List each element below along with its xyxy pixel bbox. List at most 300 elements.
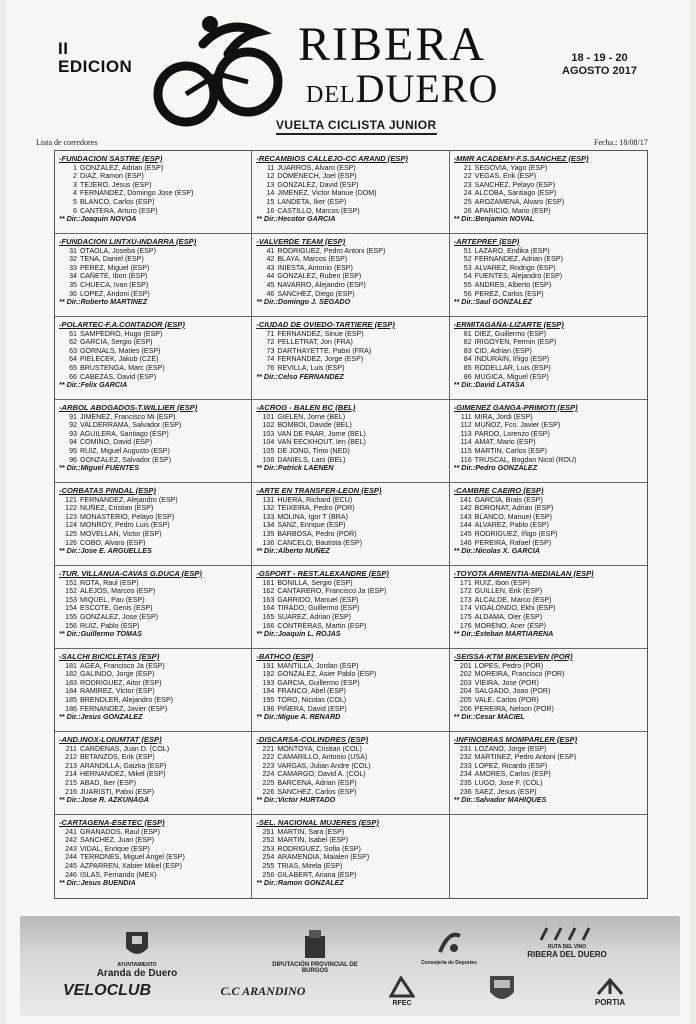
rider-name: CABEZAS, David (ESP) [80, 372, 157, 381]
rider-name: CANCELO, Bautista (ESP) [277, 538, 363, 547]
rider-name: CAMARILLO, Antonio (USA) [277, 753, 368, 762]
rider-name: INDURAIN, Iñigo (ESP) [474, 355, 550, 364]
rider-name: ALEJOS, Marcos (ESP) [80, 587, 156, 596]
rider-name: COBO, Alvaro (ESP) [80, 538, 146, 547]
team-director: ** Dir.:Pedro GONZALEZ [453, 464, 538, 473]
rider-name: NUÑEZ, Cristian (ESP) [80, 504, 154, 513]
team-name: -TUR. VILLANUA-CAVAS G.DUCA (ESP) [59, 570, 202, 578]
rider-row [256, 770, 444, 779]
sponsor-ribera [512, 926, 622, 959]
rider-number: 172 [459, 587, 472, 596]
rider-name: RUIZ, Ibon (ESP) [474, 578, 530, 587]
rider-name: MOLINA, Igor T (BRA) [277, 512, 349, 521]
aranda-crest-icon [124, 930, 150, 960]
team-director: ** Dir.:Hecotor GARCIA [256, 215, 336, 224]
rider-number: 185 [65, 695, 77, 704]
rider-number: 242 [65, 836, 77, 845]
rider-row [59, 862, 247, 871]
rider-name: AMORES, Carlos (ESP) [474, 770, 551, 779]
rider-row [454, 373, 643, 382]
rider-row [256, 845, 444, 854]
rider-number: 131 [262, 495, 275, 504]
rider-number: 191 [262, 661, 275, 670]
team-name: -ARBOL ABOGADOS-T.WILLIER (ESP) [59, 404, 198, 412]
rider-number: 215 [65, 778, 77, 787]
rider-number: 121 [65, 495, 77, 504]
rider-row [59, 513, 247, 522]
rider-name: AGUILERA, Santiago (ESP) [80, 429, 169, 438]
rider-row [454, 604, 643, 613]
team-block [252, 566, 449, 649]
rider-row [454, 189, 643, 198]
rider-row [59, 670, 247, 679]
rider-number: 192 [262, 670, 275, 679]
rider-name: PIÑERA, David (ESP) [277, 704, 347, 713]
rider-name: ALDAMA, Oier (ESP) [474, 612, 543, 621]
rider-row [256, 338, 444, 347]
rider-name: HUERA, Richard (ECU) [277, 495, 353, 504]
rider-name: TRIAS, Mirela (ESP) [277, 861, 343, 870]
team-block [252, 815, 449, 898]
sponsor-crest [482, 974, 522, 1008]
team-name: -ARTE EN TRANSFER-LEON (ESP) [256, 487, 382, 495]
rider-number: 255 [262, 861, 275, 870]
rider-number: 245 [65, 861, 77, 870]
rider-number: 102 [262, 421, 275, 430]
rider-row [256, 281, 444, 290]
rider-name: ANDRES, Alberto (ESP) [474, 280, 552, 289]
rider-name: REVILLA, Luis (ESP) [277, 363, 345, 372]
rider-row [59, 421, 247, 430]
rider-name: CASTILLO, Marcos (ESP) [277, 206, 360, 215]
rider-name: LANDETA, Iker (ESP) [277, 197, 347, 206]
rider-number: 64 [69, 355, 77, 364]
rider-number: 184 [65, 687, 77, 696]
team-director: ** Dir.:Celso FERNANDEZ [256, 372, 344, 381]
rider-name: TEJERO, Jesus (ESP) [80, 180, 152, 189]
rider-name: LOPEZ, Andoni (ESP) [80, 289, 150, 298]
rider-row [59, 496, 247, 505]
rider-name: CAMARGO, David A. (COL) [277, 770, 366, 779]
sponsor-veloclub [52, 982, 162, 1000]
rider-name: AMAT, Mario (ESP) [474, 438, 536, 447]
rider-number: 162 [262, 587, 275, 596]
rider-row [256, 330, 444, 339]
rider-row [256, 853, 444, 862]
rider-row [256, 413, 444, 422]
rider-name: FERNANDEZ, Adrian (ESP) [474, 255, 563, 264]
rider-row [59, 181, 247, 190]
rider-number: 4 [73, 189, 77, 198]
rider-number: 15 [266, 197, 275, 206]
rider-number: 54 [463, 272, 472, 281]
rider-number: 26 [463, 206, 472, 215]
rider-name: CANTARERO, Francisco Ja (ESP) [277, 587, 387, 596]
rider-name: RODELLAR, Luis (ESP) [474, 363, 551, 372]
rider-name: LOZANO, Jorge (ESP) [474, 744, 547, 753]
team-name: -ERMITAGAÑA-LIZARTE (ESP) [453, 321, 564, 329]
rider-row [59, 853, 247, 862]
team-block [55, 649, 252, 732]
team-director: ** Dir.:Jose R. AZKUNAGA [59, 796, 149, 805]
event-subtitle: VUELTA CICLISTA JUNIOR [276, 118, 437, 135]
rider-number: 152 [65, 587, 77, 596]
rider-number: 143 [459, 512, 472, 521]
rider-number: 22 [463, 172, 472, 181]
town-crest-icon [488, 974, 516, 1006]
rider-row [454, 198, 643, 207]
team-name: -BATHCO (ESP) [256, 653, 314, 661]
rider-number: 203 [459, 678, 472, 687]
rider-row [256, 172, 444, 181]
team-block [252, 234, 449, 317]
team-director: ** Dir.:Domingo J. SEGADO [256, 298, 351, 307]
rider-number: 106 [262, 455, 275, 464]
team-director: ** Dir.:Saul GONZALEZ [453, 298, 532, 307]
rider-number: 252 [262, 836, 275, 845]
rider-row [256, 438, 444, 447]
rider-name: JUARROS, Alvaro (ESP) [277, 163, 356, 172]
rider-row [454, 364, 643, 373]
rider-number: 84 [463, 355, 472, 364]
rider-row [59, 779, 247, 788]
rider-number: 175 [459, 612, 472, 621]
rider-number: 244 [65, 853, 77, 862]
event-title-ribera: RIBERA [298, 18, 487, 71]
rider-row [256, 164, 444, 173]
team-block [55, 151, 252, 234]
rider-number: 186 [65, 704, 77, 713]
rider-number: 193 [262, 678, 275, 687]
rider-name: GONZALEZ, Jose (ESP) [80, 612, 159, 621]
rider-number: 234 [459, 770, 472, 779]
rider-row [59, 281, 247, 290]
rider-row [59, 579, 247, 588]
team-director: ** Dir.:David LATASA [453, 381, 525, 390]
rider-row [59, 696, 247, 705]
rider-row [256, 513, 444, 522]
rider-row [256, 828, 444, 837]
rider-row [454, 579, 643, 588]
rider-name: CONTRERAS, Martin (ESP) [277, 621, 367, 630]
rider-number: 103 [262, 429, 275, 438]
rider-name: AZPARREN, Xabier Mikel (ESP) [80, 861, 182, 870]
rider-name: ALCALDE, Marco (ESP) [474, 595, 552, 604]
rider-row [59, 845, 247, 854]
empty-team-block [450, 815, 647, 898]
team-name: -TOYOTA ARMENTIA-MEDIALAN (ESP) [453, 570, 594, 578]
rider-row [59, 207, 247, 216]
rider-number: 24 [463, 189, 472, 198]
rider-number: 111 [460, 412, 472, 421]
rider-number: 124 [65, 521, 77, 530]
team-director: ** Dir.:Jose E. ARGUELLES [59, 547, 152, 556]
rider-row [256, 604, 444, 613]
rider-number: 94 [69, 438, 77, 447]
rider-name: HERNANDEZ, Mikel (ESP) [80, 770, 166, 779]
rider-row [454, 264, 643, 273]
rider-row [256, 347, 444, 356]
team-block [55, 317, 252, 400]
rider-name: GALINDO, Jorge (ESP) [80, 670, 155, 679]
veloclub-label: VELOCLUB [63, 982, 151, 999]
rider-number: 56 [463, 289, 472, 298]
rider-name: BORONAT, Adrian (ESP) [474, 504, 554, 513]
rider-number: 21 [463, 163, 472, 172]
rider-number: 224 [262, 770, 275, 779]
rider-row [454, 753, 643, 762]
rider-name: LOPEZ, Ricardo (ESP) [474, 761, 548, 770]
rider-number: 74 [266, 355, 275, 364]
rider-number: 206 [459, 704, 472, 713]
rider-name: BLAYA, Marcos (ESP) [277, 255, 348, 264]
rider-row [256, 181, 444, 190]
header [6, 0, 690, 160]
rider-row [454, 613, 643, 622]
rider-row [59, 762, 247, 771]
rider-row [256, 705, 444, 714]
rider-row [59, 604, 247, 613]
rider-row [454, 247, 643, 256]
rider-number: 165 [262, 612, 275, 621]
rider-row [256, 496, 444, 505]
rider-row [59, 753, 247, 762]
rider-name: VIGALONDO, Ekhi (ESP) [474, 604, 556, 613]
rider-name: LAZARO, Endika (ESP) [474, 246, 550, 255]
rider-name: MOREIRA, Francisco (POR) [474, 670, 565, 679]
team-director: ** Dir.:Victor HURTADO [256, 796, 336, 805]
rider-name: RODRIGUEZ, Aitor (ESP) [80, 678, 162, 687]
rider-number: 101 [262, 412, 275, 421]
team-name: -SALCHI BICICLETAS (ESP) [59, 653, 160, 661]
rider-name: BARBOSA, Pedro (POR) [277, 529, 357, 538]
rider-row [256, 421, 444, 430]
rider-name: VEGAS, Erik (ESP) [474, 172, 537, 181]
rider-row [59, 413, 247, 422]
rider-row [454, 281, 643, 290]
rider-number: 173 [459, 595, 472, 604]
team-block [252, 483, 449, 566]
rider-row [59, 504, 247, 513]
rider-number: 164 [262, 604, 275, 613]
rider-name: MARTIN, Sara (ESP) [277, 827, 345, 836]
rider-number: 222 [262, 753, 275, 762]
rider-number: 142 [459, 504, 472, 513]
rider-row [256, 530, 444, 539]
rider-name: NAVARRO, Alejandro (ESP) [277, 280, 366, 289]
rider-number: 154 [65, 604, 77, 613]
rider-row [256, 788, 444, 797]
rider-row [59, 770, 247, 779]
rider-number: 211 [65, 744, 77, 753]
rider-row [256, 596, 444, 605]
team-director: ** Dir.:Cesar MACIEL [453, 713, 525, 722]
rider-name: RODRIGUEZ, Iñigo (ESP) [474, 529, 558, 538]
team-director: ** Dir.:Benjamin NOVAL [453, 215, 535, 224]
team-director: ** Dir.:Nicolas X. GARCIA [453, 547, 540, 556]
rider-row [454, 496, 643, 505]
rider-row [256, 290, 444, 299]
rider-row [59, 338, 247, 347]
rider-row [256, 272, 444, 281]
rider-row [59, 355, 247, 364]
rider-number: 62 [69, 338, 77, 347]
rider-number: 226 [262, 787, 275, 796]
rider-row [256, 189, 444, 198]
rider-row [256, 430, 444, 439]
rider-number: 115 [460, 446, 472, 455]
rider-number: 161 [262, 578, 275, 587]
wine-route-logo-icon [537, 926, 597, 942]
team-name: -INFINOBRAS MOMPARLER (ESP) [453, 736, 578, 744]
rider-number: 83 [463, 346, 472, 355]
document-sheet [6, 0, 690, 1024]
rider-number: 76 [266, 363, 275, 372]
team-block [55, 234, 252, 317]
team-director: ** Dir.:Miguel FUENTES [59, 464, 139, 473]
rider-number: 174 [459, 604, 472, 613]
team-block [55, 400, 252, 483]
rider-row [256, 862, 444, 871]
rider-row [454, 290, 643, 299]
rider-name: BETANZOS, Erik (ESP) [80, 753, 155, 762]
rider-name: GONZALEZ, David (ESP) [277, 180, 359, 189]
rider-number: 31 [69, 246, 77, 255]
rider-number: 72 [266, 338, 275, 347]
rider-number: 63 [69, 346, 77, 355]
event-days: 18 - 19 - 20 [571, 52, 628, 64]
portia-logo-icon [596, 978, 624, 996]
rider-number: 95 [69, 446, 77, 455]
rider-name: LOPES, Pedro (POR) [474, 661, 544, 670]
rider-name: ALCOBA, Santiago (ESP) [474, 189, 557, 198]
team-name: -CAMBRE CAEIRO (ESP) [453, 487, 544, 495]
rider-name: BONILLA, Sergio (ESP) [277, 578, 353, 587]
rider-name: GARCIA, Brais (ESP) [474, 495, 543, 504]
rider-number: 133 [262, 512, 275, 521]
rider-name: GILABERT, Ariana (ESP) [277, 870, 357, 879]
team-name: -DISCARSA-COLINDRES (ESP) [256, 736, 369, 744]
rider-name: MARTIN, Carlos (ESP) [474, 446, 548, 455]
rider-number: 55 [463, 280, 472, 289]
event-title-duero-word: DUERO [355, 66, 499, 111]
rider-row [59, 679, 247, 688]
edition-label [58, 40, 132, 76]
rider-number: 153 [65, 595, 77, 604]
rider-number: 42 [266, 255, 275, 264]
rider-number: 112 [460, 421, 472, 430]
rider-number: 104 [262, 438, 275, 447]
team-director: ** Dir.:Salvador MAHIQUES [453, 796, 547, 805]
rider-name: RUIZ, Pablo (ESP) [80, 621, 140, 630]
rider-row [454, 587, 643, 596]
rider-row [256, 687, 444, 696]
rider-number: 202 [459, 670, 472, 679]
rider-name: SALGADO, Joao (POR) [474, 687, 551, 696]
rider-number: 181 [65, 661, 77, 670]
rider-row [59, 788, 247, 797]
team-name: -VALVERDE TEAM (ESP) [256, 238, 346, 246]
rider-number: 53 [463, 263, 472, 272]
rider-row [454, 438, 643, 447]
rider-number: 61 [69, 329, 77, 338]
rider-number: 145 [459, 529, 472, 538]
rider-name: MUGICA, Miguel (ESP) [474, 372, 549, 381]
rider-name: SANCHEZ, Diego (ESP) [277, 289, 355, 298]
rider-number: 223 [262, 761, 275, 770]
rider-row [454, 622, 643, 631]
team-block [450, 732, 647, 815]
rider-name: MOVELLAN, Victor (ESP) [80, 529, 162, 538]
rider-name: GONZALEZ, Asier Pablo (ESP) [277, 670, 377, 679]
event-title-duero [306, 68, 498, 116]
rider-row [454, 347, 643, 356]
rider-number: 33 [69, 263, 77, 272]
team-name: -ARTEPREF (ESP) [453, 238, 520, 246]
team-director: ** Dir.:Ramon GONZALEZ [256, 879, 344, 888]
rider-row [59, 530, 247, 539]
rider-name: COMINO, David (ESP) [80, 438, 153, 447]
rider-number: 134 [262, 521, 275, 530]
rider-row [256, 579, 444, 588]
rider-row [454, 530, 643, 539]
rider-number: 6 [73, 206, 77, 215]
event-title-del: DEL [306, 82, 356, 108]
rider-name: TORO, Nicolas (COL) [277, 695, 347, 704]
rider-name: MORENO, Aner (ESP) [474, 621, 547, 630]
rider-number: 254 [262, 853, 275, 862]
rider-name: MIQUEL, Pau (ESP) [80, 595, 145, 604]
rider-name: TERRONES, Miguel Angel (ESP) [80, 853, 185, 862]
rider-row [256, 613, 444, 622]
team-block [450, 483, 647, 566]
rider-row [59, 687, 247, 696]
rider-row [454, 272, 643, 281]
rider-row [256, 247, 444, 256]
rider-number: 85 [463, 363, 472, 372]
rider-number: 144 [459, 521, 472, 530]
rider-name: ESCOTE, Genis (ESP) [80, 604, 153, 613]
team-block [252, 649, 449, 732]
rider-number: 136 [262, 538, 275, 547]
rider-number: 221 [262, 744, 275, 753]
rider-number: 116 [460, 455, 472, 464]
rider-number: 243 [65, 844, 77, 853]
rider-row [454, 687, 643, 696]
rider-name: SAEZ, Jesus (ESP) [474, 787, 537, 796]
rider-row [454, 207, 643, 216]
team-block [252, 732, 449, 815]
rider-name: ABAD, Iker (ESP) [80, 778, 136, 787]
rider-name: PELLETRAT, Jon (FRA) [277, 338, 353, 347]
rider-name: TRUSCAL, Bogdan Nicol (ROU) [474, 455, 577, 464]
list-label: Lista de corredores [36, 138, 98, 147]
rider-name: GUILLEN, Erik (ESP) [474, 587, 543, 596]
edition-word: EDICION [58, 57, 133, 76]
rider-row [454, 430, 643, 439]
edition-number: II [58, 39, 69, 58]
rider-row [59, 662, 247, 671]
rider-name: GIELEN, Jorne (BEL) [277, 412, 346, 421]
rider-number: 34 [69, 272, 77, 281]
rider-name: CAÑETE, Ibon (ESP) [80, 272, 148, 281]
rider-row [59, 373, 247, 382]
rider-number: 204 [459, 687, 472, 696]
rfec-label: RFEC [392, 1000, 412, 1007]
team-name: -FUNDACION LINTXU-INDARRA (ESP) [59, 238, 197, 246]
rider-number: 135 [262, 529, 275, 538]
rider-name: ARAMENDIA, Maialen (ESP) [277, 853, 370, 862]
